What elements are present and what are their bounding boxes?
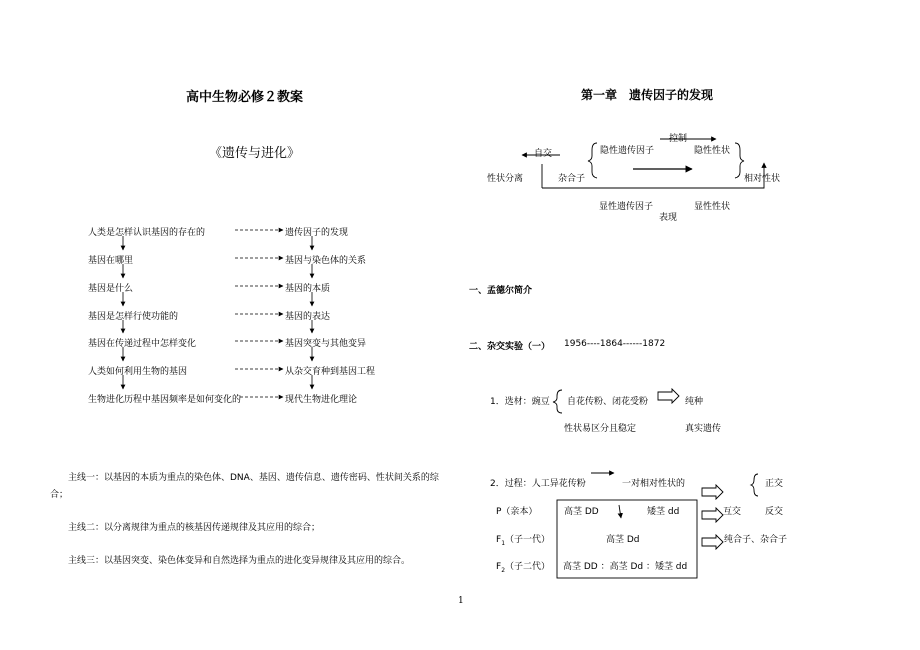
flow-answer: 基因突变与其他变异	[285, 339, 367, 349]
left-title: 高中生物必修２教案	[186, 90, 304, 105]
section-hybrid-experiment: 二、杂交实验（一）	[469, 342, 551, 352]
flow-question: 人类如何利用生物的基因	[88, 367, 188, 377]
diagram-recessive-trait: 隐性性状	[694, 146, 731, 156]
f2-rest: （子二代）	[505, 562, 551, 572]
flow-question: 生物进化历程中基因频率是如何变化的	[88, 395, 242, 405]
material-traits: 自花传粉、闭花受粉	[567, 397, 649, 407]
diagram-recessive-factor: 隐性遗传因子	[600, 146, 655, 156]
material-true-inherit: 真实遗传	[685, 424, 722, 434]
diagram-segregation: 性状分离	[487, 174, 524, 184]
material-label: 1．选材：豌豆	[490, 397, 550, 407]
cross-box	[557, 500, 697, 578]
process-pair: 一对相对性状的	[622, 479, 686, 489]
left-subtitle: 《遗传与进化》	[209, 146, 301, 161]
flow-answer: 基因的本质	[285, 284, 331, 294]
double-arrow	[702, 508, 723, 522]
flow-question: 人类是怎样认识基因的存在的	[88, 228, 206, 238]
flow-question: 基因是怎样行使功能的	[88, 312, 179, 322]
mainline-1a: 主线一：以基因的本质为重点的染色体、DNA、基因、遗传信息、遗传密码、性状间关系的综	[68, 473, 439, 483]
process-reverse: 反交	[765, 507, 784, 517]
double-arrow	[658, 389, 679, 403]
material-pure: 纯种	[685, 397, 704, 407]
double-arrow	[702, 485, 723, 499]
chapter-title: 第一章 遗传因子的发现	[581, 88, 714, 102]
mainline-3: 主线三：以基因突变、染色体变异和自然选择为重点的进化变异规律及其应用的综合。	[68, 556, 411, 566]
diagram-control-label: 控制	[669, 134, 688, 144]
process-reciprocal: 互交	[723, 507, 742, 517]
diagram-selfing-label: 自交	[534, 149, 553, 159]
flow-question: 基因在传递过程中怎样变化	[88, 339, 197, 349]
flow-answer: 基因与染色体的关系	[285, 256, 367, 266]
f2-letter: F	[496, 562, 502, 572]
concept-diagram-lines	[522, 139, 764, 188]
cross-brace	[751, 474, 758, 496]
p-tall: 高茎 DD	[564, 507, 599, 517]
process-positive: 正交	[765, 479, 784, 489]
f2-subscript: 2	[501, 566, 506, 574]
flow-question: 基因在哪里	[88, 256, 134, 266]
brace-left	[588, 143, 597, 178]
diagram-expression: 表现	[659, 213, 678, 223]
flow-question: 基因是什么	[88, 284, 134, 294]
material-easy: 性状易区分且稳定	[564, 424, 637, 434]
p-short: 矮茎 dd	[647, 507, 680, 517]
f1-letter: F	[496, 535, 502, 545]
section-years: 1956----1864------1872	[564, 339, 666, 349]
section-mendel: 一、孟德尔简介	[469, 286, 533, 296]
process-pure-hybrid: 纯合子、杂合子	[724, 535, 788, 545]
f2-value: 高茎 DD ：高茎 Dd ：矮茎 dd	[563, 562, 688, 572]
brace-right	[735, 143, 744, 178]
double-arrow	[702, 535, 723, 549]
diagram-dominant-trait: 显性性状	[694, 202, 731, 212]
diagram-relative-traits: 相对性状	[744, 174, 781, 184]
flow-connectors	[123, 230, 312, 397]
flow-answer: 基因的表达	[285, 312, 331, 322]
process-label: 2．过程：人工异花传粉	[490, 479, 586, 489]
mainline-1b: 合；	[50, 490, 69, 500]
flow-answer: 从杂交育种到基因工程	[285, 367, 376, 377]
process-graphics	[553, 389, 758, 578]
f1-subscript: 1	[501, 539, 506, 547]
page-number: 1	[458, 596, 464, 606]
p-generation-label: P（亲本）	[496, 507, 538, 517]
mainline-2: 主线二：以分离规律为重点的核基因传递规律及其应用的综合；	[68, 523, 321, 533]
flow-answer: 现代生物进化理论	[285, 395, 358, 405]
diagram-hybrid: 杂合子	[558, 174, 586, 184]
material-brace	[553, 390, 562, 413]
f1-rest: （子一代）	[505, 535, 551, 545]
expression-bracket	[542, 163, 764, 188]
f1-value: 高茎 Dd	[606, 535, 640, 545]
diagram-dominant-factor: 显性遗传因子	[599, 202, 654, 212]
cross-arrow	[619, 505, 621, 518]
flow-answer: 遗传因子的发现	[285, 228, 349, 238]
